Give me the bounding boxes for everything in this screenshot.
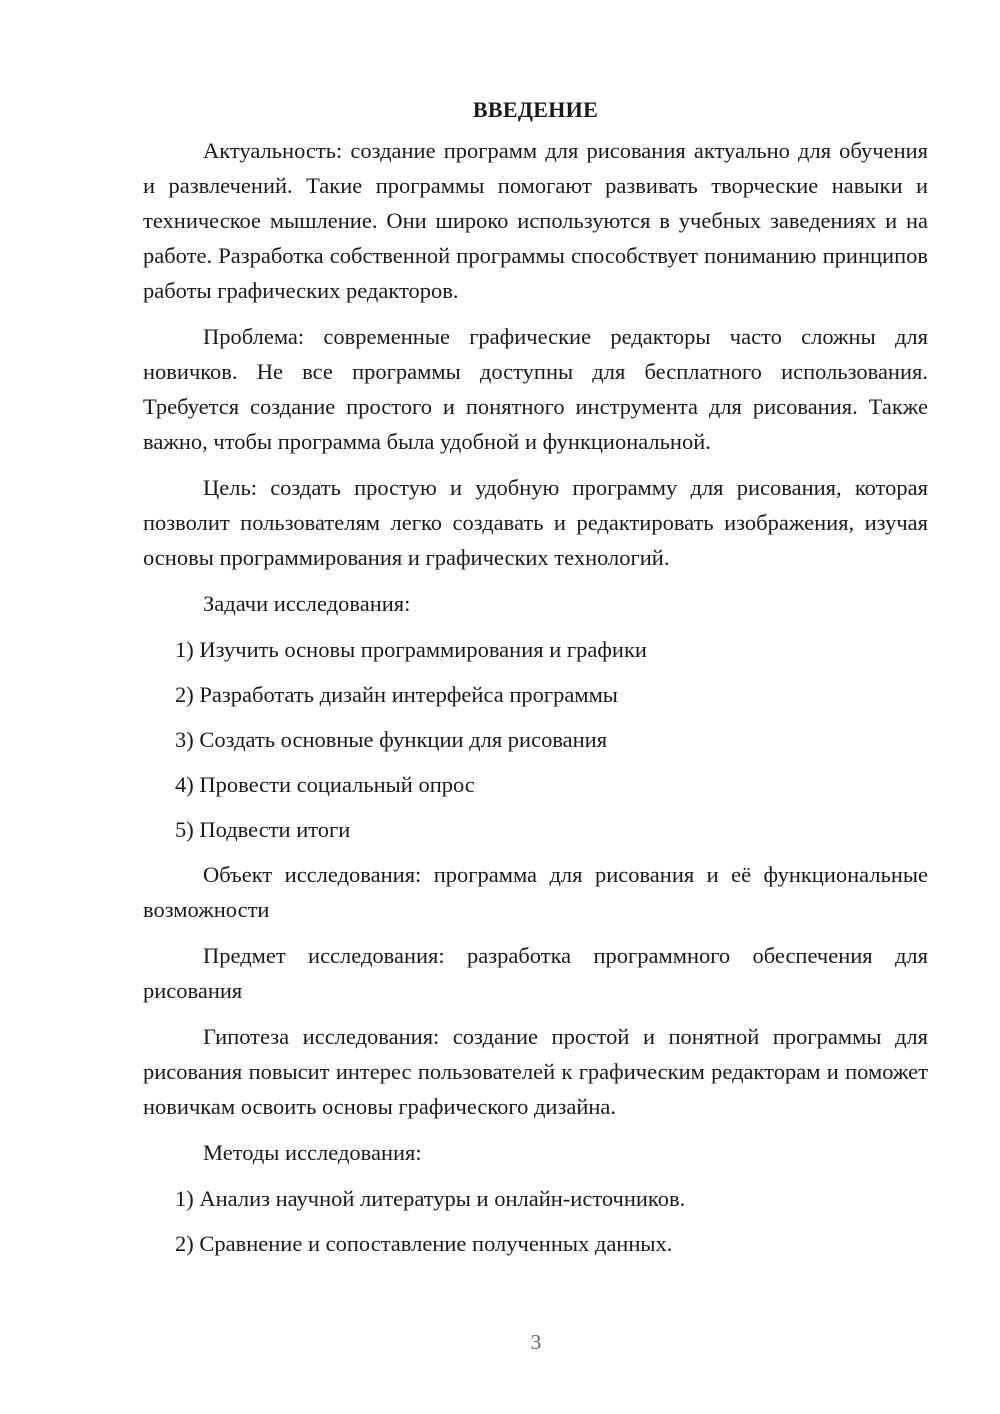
paragraph-hypothesis: Гипотеза исследования: создание простой и понятной программы для рисования повысит интерес пользователей к графическим редакторам и поможет новичкам освоить основы графического дизайна.	[143, 1024, 928, 1119]
task-item-5: 5) Подвести итоги	[175, 817, 351, 842]
method-item-1: 1) Анализ научной литературы и онлайн-источников.	[175, 1186, 686, 1211]
task-item-4: 4) Провести социальный опрос	[175, 772, 475, 797]
paragraph-object: Объект исследования: программа для рисования и её функциональные возможности	[143, 862, 928, 922]
task-item-3: 3) Создать основные функции для рисования	[175, 727, 608, 752]
page-number: 3	[530, 1330, 542, 1354]
method-item-2: 2) Сравнение и сопоставление полученных данных.	[175, 1231, 673, 1256]
task-item-2: 2) Разработать дизайн интерфейса программы	[175, 682, 618, 707]
methods-heading: Методы исследования:	[203, 1140, 422, 1165]
paragraph-relevance: Актуальность: создание программ для рисования актуально для обучения и развлечений. Такие программы помогают развивать творческие навыки и техническое мышление. Они широко используются в учебных заведениях и на работе. Разработка собственной программы способствует пониманию принципов работы графических редакторов.	[143, 138, 928, 303]
document-page	[143, 92, 928, 1271]
page-title: ВВЕДЕНИЕ	[472, 97, 599, 122]
paragraph-goal: Цель: создать простую и удобную программу для рисования, которая позволит пользователям легко создавать и редактировать изображения, изучая основы программирования и графических технологий.	[143, 475, 928, 570]
task-item-1: 1) Изучить основы программирования и графики	[175, 637, 647, 662]
tasks-heading: Задачи исследования:	[203, 591, 411, 616]
paragraph-problem: Проблема: современные графические редакторы часто сложны для новичков. Не все программы доступны для бесплатного использования. Требуется создание простого и понятного инструмента для рисования. Также важно, чтобы программа была удобной и функциональной.	[143, 324, 928, 454]
paragraph-subject: Предмет исследования: разработка программного обеспечения для рисования	[143, 943, 928, 1003]
